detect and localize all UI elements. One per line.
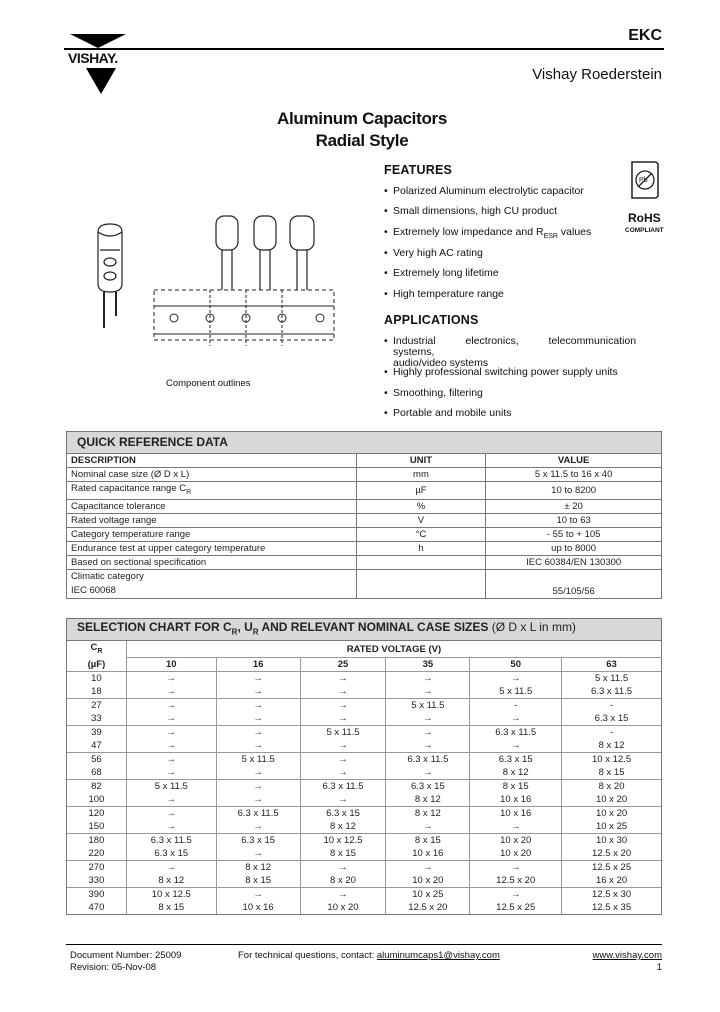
column-header: 16 (216, 658, 300, 672)
list-item: • Portable and mobile units (384, 408, 662, 419)
capacitor-row (216, 216, 314, 290)
table-row: Nominal case size (Ø D x L) mm 5 x 11.5 to 16 x 40 (67, 468, 662, 482)
pb-free-icon (630, 160, 660, 200)
rohs-compliant: COMPLIANT (625, 227, 664, 234)
revision: Revision: 05-Nov-08 (70, 962, 157, 973)
component-outlines-figure (92, 210, 342, 350)
table-row: 150 → → 8 x 12 → → 10 x 25 (67, 820, 662, 834)
document-number: Document Number: 25009 (70, 950, 182, 961)
capacitor-side-view (98, 224, 122, 328)
table-row: Category temperature range °C - 55 to + 105 (67, 527, 662, 541)
column-header: 35 (386, 658, 470, 672)
table-row: Climatic category IEC 60068 55/105/56 (67, 569, 662, 598)
table-row: 10 → → → → → 5 x 11.5 (67, 672, 662, 686)
table-row: 18 → → → → 5 x 11.5 6.3 x 11.5 (67, 685, 662, 699)
list-item: • Smoothing, filtering (384, 388, 662, 399)
list-item: • Polarized Aluminum electrolytic capacitor (384, 186, 662, 197)
page-number: 1 (656, 962, 662, 973)
svg-text:Pb: Pb (639, 177, 648, 184)
figure-caption: Component outlines (166, 378, 251, 389)
rohs-badge (620, 160, 670, 236)
column-header: DESCRIPTION (67, 454, 357, 468)
list-item: • Highly professional switching power supply units (384, 367, 662, 378)
table-title: QUICK REFERENCE DATA (67, 432, 662, 454)
list-item: • High temperature range (384, 289, 662, 300)
table-row: 39 → → 5 x 11.5 → 6.3 x 11.5 - (67, 726, 662, 740)
table-row: Based on sectional specification IEC 60384/EN 130300 (67, 555, 662, 569)
list-item: • Extremely low impedance and $R_{ESR}$ values (384, 227, 662, 242)
contact-email-link[interactable]: aluminumcaps1@vishay.com (376, 950, 500, 961)
features-heading: FEATURES (384, 163, 453, 177)
table-row: Rated voltage range V 10 to 63 (67, 513, 662, 527)
table-row: 68 → → → → 8 x 12 8 x 15 (67, 766, 662, 780)
product-code: EKC (628, 27, 662, 44)
column-header: VALUE (486, 454, 662, 468)
column-header: 50 (470, 658, 562, 672)
list-item: • Industrial electronics, telecommunication systems, audio/video systems (384, 336, 662, 369)
table-row: Capacitance tolerance % ± 20 (67, 499, 662, 513)
table-row: 56 → 5 x 11.5 → 6.3 x 11.5 6.3 x 15 10 x 12.5 (67, 753, 662, 767)
logo-text: VISHAY. (68, 50, 118, 66)
table-row: 47 → → → → → 8 x 12 (67, 739, 662, 753)
contact-line: For technical questions, contact: aluminumcaps1@vishay.com (238, 950, 500, 961)
table-row: 390 10 x 12.5 → → 10 x 25 → 12.5 x 30 (67, 888, 662, 902)
list-item: • Very high AC rating (384, 248, 662, 259)
table-row: 330 8 x 12 8 x 15 8 x 20 10 x 20 12.5 x 20 16 x 20 (67, 874, 662, 888)
applications-heading: APPLICATIONS (384, 313, 479, 327)
footer-rule (66, 944, 662, 945)
website-link[interactable]: www.vishay.com (592, 950, 662, 961)
column-header: 10 (126, 658, 216, 672)
brand-name: Vishay Roederstein (532, 66, 662, 83)
vishay-logo (66, 30, 146, 102)
quick-reference-table (66, 431, 662, 599)
rated-voltage-label: RATED VOLTAGE (V) (126, 641, 661, 658)
table-row: 180 6.3 x 11.5 6.3 x 15 10 x 12.5 8 x 15 10 x 20 10 x 30 (67, 834, 662, 848)
table-row: 470 8 x 15 10 x 16 10 x 20 12.5 x 20 12.5 x 25 12.5 x 35 (67, 901, 662, 915)
table-row: Rated capacitance range $C_R$ µF 10 to 8200 (67, 482, 662, 500)
table-row: 82 5 x 11.5 → 6.3 x 11.5 6.3 x 15 8 x 15 8 x 20 (67, 780, 662, 794)
applications-list (384, 336, 662, 420)
page-subtitle: Radial Style (315, 131, 409, 150)
table-row: 100 → → → 8 x 12 10 x 16 10 x 20 (67, 793, 662, 807)
selection-chart-table: SELECTION CHART FOR $C_R$, $U_R$ AND RELEVANT NOMINAL CASE SIZES (Ø D x L in mm) $C_R$ RATED VOLTAGE (V) (µF) 10 16 25 35 50 63 10 → → → → → 5 x 11.5 18 → → → → 5 x 11.5 6.3 x 11.5 27 → → → 5 x 11.5 - - 33 → → → → → 6.3 x 15 39 → → 5 x 11.5 → 6.3 x 11.5 - 47 → → → → → 8 x 12 56 → 5 x 11.5 → 6.3 x 11.5 6.3 x 15 10 x 12.5 68 → → → → 8 x 12 8 x 15 82 5 x 11.5 → 6.3 x 11.5 6.3 x 15 8 x 15 8 x 20 100 → → → 8 x 12 10 x 16 10 x 20 120 → 6.3 x 11.5 6.3 x 15 8 x 12 10 x 16 10 x 20 150 → → 8 x 12 → → 10 x 25 180 6.3 x 11.5 6.3 x 15 10 x 12.5 8 x 15 10 x 20 10 x 30 220 6.3 x 15 → 8 x 15 10 x 16 10 x 20 12.5 x 20 270 → 8 x 12 → → → 12.5 x 25 330 8 x 12 8 x 15 8 x 20 10 x 20 12.5 x 20 16 x 20 390 10 x 12.5 → → 10 x 25 → 12.5 x 30 470 8 x 15 10 x 16 10 x 20 12.5 x 20 12.5 x 25 12.5 x 35 (66, 618, 662, 915)
column-header: 63 (562, 658, 662, 672)
table-row: 33 → → → → → 6.3 x 15 (67, 712, 662, 726)
table-row: 120 → 6.3 x 11.5 6.3 x 15 8 x 12 10 x 16 10 x 20 (67, 807, 662, 821)
table-row: 270 → 8 x 12 → → → 12.5 x 25 (67, 861, 662, 875)
table-row: 27 → → → 5 x 11.5 - - (67, 699, 662, 713)
table-row: Endurance test at upper category temperature h up to 8000 (67, 541, 662, 555)
column-header: 25 (300, 658, 386, 672)
table-row: 220 6.3 x 15 → 8 x 15 10 x 16 10 x 20 12.5 x 20 (67, 847, 662, 861)
list-item: • Extremely long lifetime (384, 268, 662, 279)
header-rule (64, 48, 664, 50)
rohs-label: RoHS (628, 211, 661, 225)
page-title: Aluminum Capacitors (277, 109, 447, 128)
pcb-outline (154, 290, 334, 346)
selection-title: SELECTION CHART FOR $C_R$, $U_R$ AND RELEVANT NOMINAL CASE SIZES (Ø D x L in mm) (67, 619, 662, 641)
list-item: • Small dimensions, high CU product (384, 206, 662, 217)
column-header: UNIT (356, 454, 486, 468)
logo-triangle-icon (66, 30, 146, 102)
